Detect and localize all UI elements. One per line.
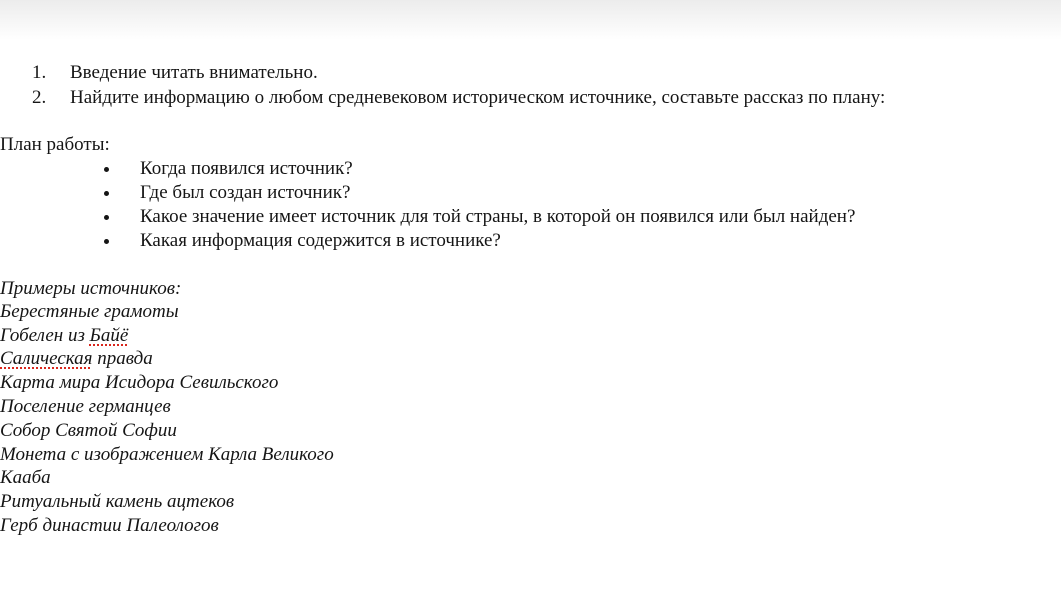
example-item <box>0 396 171 418</box>
example-text: Герб династии Палеологов <box>0 515 219 536</box>
plan-bullet-3: Какое значение имеет источник для той страны, в которой он появился или был найден? <box>140 206 856 227</box>
example-text: Кааба <box>0 467 51 488</box>
example-item <box>0 467 51 489</box>
plan-heading: План работы: <box>0 134 110 155</box>
numbered-item-1: Введение читать внимательно. <box>70 62 318 83</box>
bullet-icon <box>104 167 109 172</box>
example-item <box>0 301 179 323</box>
example-item <box>0 420 177 442</box>
example-text: Поселение германцев <box>0 396 171 417</box>
example-item <box>0 491 234 513</box>
example-item <box>0 444 334 466</box>
example-text: правда <box>92 348 153 369</box>
bullet-icon <box>104 239 109 244</box>
plan-bullet-4: Какая информация содержится в источнике? <box>140 230 501 251</box>
example-text: Гобелен из <box>0 325 90 346</box>
example-text: Берестяные грамоты <box>0 301 179 322</box>
example-text: Ритуальный камень ацтеков <box>0 491 235 512</box>
example-text: Монета с изображением Карла Великого <box>0 444 334 465</box>
example-text: Карта мира Исидора Севильского <box>0 372 279 393</box>
spellcheck-flagged-word: Байё <box>89 325 129 346</box>
example-text: Собор Святой Софии <box>0 420 177 441</box>
plan-bullet-2: Где был создан источник? <box>140 182 351 203</box>
spellcheck-flagged-word: Салическая <box>0 348 93 369</box>
bullet-icon <box>104 191 109 196</box>
example-item <box>0 325 128 347</box>
list-number-1: 1. <box>32 62 47 83</box>
bullet-icon <box>104 215 109 220</box>
example-item <box>0 515 219 537</box>
example-item <box>0 348 153 370</box>
examples-heading: Примеры источников: <box>0 278 182 299</box>
plan-bullet-1: Когда появился источник? <box>140 158 353 179</box>
numbered-item-2: Найдите информацию о любом средневековом историческом источнике, составьте рассказ по плану: <box>70 87 886 108</box>
list-number-2: 2. <box>32 87 47 108</box>
example-item <box>0 372 278 394</box>
